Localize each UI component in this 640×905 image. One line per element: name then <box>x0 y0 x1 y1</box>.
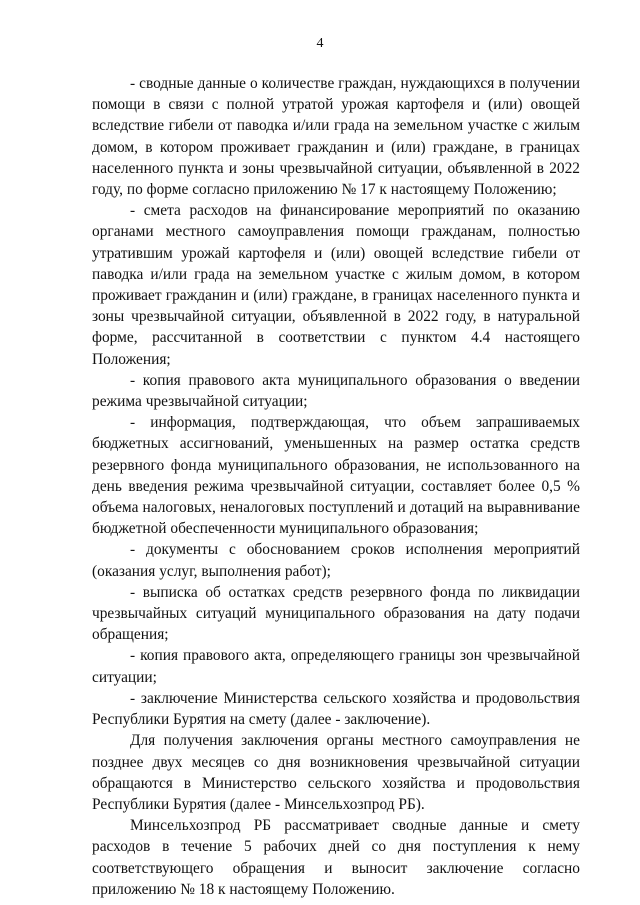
paragraph-deadline-documents: - документы с обоснованием сроков исполнения мероприятий (оказания услуг, выполнения работ); <box>92 541 580 580</box>
paragraph-emergency-act-copy: - копия правового акта муниципального образования о введении режима чрезвычайной ситуации; <box>92 371 580 411</box>
page-number: 4 <box>316 36 324 51</box>
paragraph-zone-boundaries-act: - копия правового акта, определяющего границы зон чрезвычайной ситуации; <box>92 647 580 686</box>
paragraph-conclusion-request: Для получения заключения органы местного самоуправления не позднее двух месяцев со дня возникновения чрезвычайной ситуации обращаются в Министерство сельского хозяйства и продовольствия Республики Бурятия (далее - Минсельхозпрод РБ). <box>92 732 580 813</box>
paragraph-expense-estimate: - смета расходов на финансирование мероприятий по оказанию органами местного самоуправления помощи гражданам, полностью утратившим урожай картофеля и (или) овощей вследствие гибели от паводка и/или града на земельном участке с жилым домом, в котором проживает гражданин и (или) граждане, в границах населенного пункта и зоны чрезвычайной ситуации, объявленной в 2022 году, в натуральной форме, рассчитанной в соответствии с пунктом 4.4 настоящего Положения; <box>92 202 580 368</box>
paragraph-ministry-review: Минсельхозпрод РБ рассматривает сводные данные и смету расходов в течение 5 рабочих дней со дня поступления к нему соответствующего обращения и выносит заключение согласно приложению № 18 к настоящему Положению. <box>92 817 580 898</box>
paragraph-summary-data: - сводные данные о количестве граждан, нуждающихся в получении помощи в связи с полной утратой урожая картофеля и (или) овощей вследствие гибели от паводка и/или града на земельном участке с жилым домом, в котором проживает гражданин и (или) граждане, в границах населенного пункта и зоны чрезвычайной ситуации, объявленной в 2022 году, по форме согласно приложению № 17 к настоящему Положению; <box>92 75 580 199</box>
paragraph-reserve-fund-statement: - выписка об остатках средств резервного фонда по ликвидации чрезвычайных ситуаций муниципального образования на дату подачи обращения; <box>92 583 580 644</box>
paragraph-ministry-conclusion: - заключение Министерства сельского хозяйства и продовольствия Республики Бурятия на смету (далее - заключение). <box>92 689 580 729</box>
paragraph-budget-information: - информация, подтверждающая, что объем запрашиваемых бюджетных ассигнований, уменьшенных на размер остатка средств резервного фонда муниципального образования, не использованного на день введения режима чрезвычайной ситуации, составляет более 0,5 % объема налоговых, неналоговых поступлений и дотаций на выравнивание бюджетной обеспеченности муниципального образования; <box>92 414 580 538</box>
document-body <box>92 73 580 900</box>
